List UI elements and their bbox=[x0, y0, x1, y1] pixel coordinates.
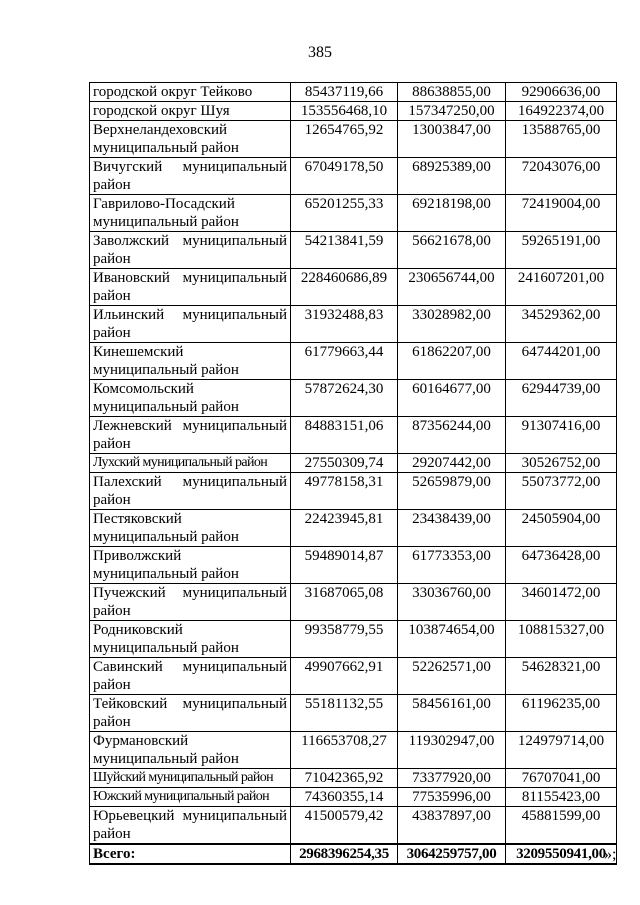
total-row bbox=[90, 844, 617, 864]
value-year-1: 228460686,89 bbox=[291, 269, 398, 306]
value-year-1: 27550309,74 bbox=[291, 454, 398, 473]
municipality-name: Приволжский муниципальный район bbox=[90, 547, 291, 584]
value-year-1: 55181132,55 bbox=[291, 695, 398, 732]
municipality-name: Фурмановский муниципальный район bbox=[90, 732, 291, 769]
value-year-3: 13588765,00 bbox=[506, 121, 617, 158]
municipality-name: Комсомольский муниципальный район bbox=[90, 380, 291, 417]
value-year-2: 157347250,00 bbox=[398, 102, 506, 121]
municipality-name: Ильинский муниципальный район bbox=[90, 306, 291, 343]
value-year-1: 116653708,27 bbox=[291, 732, 398, 769]
value-year-3: 24505904,00 bbox=[506, 510, 617, 547]
budget-table-body bbox=[90, 83, 617, 865]
table-row bbox=[90, 584, 617, 621]
value-year-3: 92906636,00 bbox=[506, 83, 617, 102]
municipality-name: Верхнеландеховский муниципальный район bbox=[90, 121, 291, 158]
value-year-3: 72419004,00 bbox=[506, 195, 617, 232]
page-number: 385 bbox=[308, 44, 332, 61]
value-year-1: 84883151,06 bbox=[291, 417, 398, 454]
value-year-3: 34529362,00 bbox=[506, 306, 617, 343]
value-year-3: 62944739,00 bbox=[506, 380, 617, 417]
value-year-3: 34601472,00 bbox=[506, 584, 617, 621]
value-year-3: 76707041,00 bbox=[506, 769, 617, 788]
value-year-2: 58456161,00 bbox=[398, 695, 506, 732]
table-row bbox=[90, 195, 617, 232]
municipality-name: Родниковский муниципальный район bbox=[90, 621, 291, 658]
table-row bbox=[90, 343, 617, 380]
value-year-3: 124979714,00 bbox=[506, 732, 617, 769]
value-year-1: 49778158,31 bbox=[291, 473, 398, 510]
value-year-3: 64736428,00 bbox=[506, 547, 617, 584]
value-year-2: 69218198,00 bbox=[398, 195, 506, 232]
value-year-1: 49907662,91 bbox=[291, 658, 398, 695]
table-row bbox=[90, 788, 617, 807]
total-label: Всего: bbox=[90, 844, 291, 864]
municipality-name: Кинешемский муниципальный район bbox=[90, 343, 291, 380]
value-year-1: 57872624,30 bbox=[291, 380, 398, 417]
value-year-2: 230656744,00 bbox=[398, 269, 506, 306]
value-year-1: 12654765,92 bbox=[291, 121, 398, 158]
value-year-3: 55073772,00 bbox=[506, 473, 617, 510]
municipality-name: Тейковский муниципальный район bbox=[90, 695, 291, 732]
value-year-2: 61773353,00 bbox=[398, 547, 506, 584]
value-year-2: 61862207,00 bbox=[398, 343, 506, 380]
value-year-2: 77535996,00 bbox=[398, 788, 506, 807]
value-year-3: 64744201,00 bbox=[506, 343, 617, 380]
total-year-1: 2968396254,35 bbox=[291, 844, 398, 864]
value-year-3: 30526752,00 bbox=[506, 454, 617, 473]
table-row bbox=[90, 269, 617, 306]
value-year-1: 31687065,08 bbox=[291, 584, 398, 621]
value-year-1: 153556468,10 bbox=[291, 102, 398, 121]
municipality-name: Савинский муниципальный район bbox=[90, 658, 291, 695]
table-row bbox=[90, 695, 617, 732]
table-row bbox=[90, 83, 617, 102]
value-year-2: 56621678,00 bbox=[398, 232, 506, 269]
value-year-3: 61196235,00 bbox=[506, 695, 617, 732]
value-year-2: 87356244,00 bbox=[398, 417, 506, 454]
table-row bbox=[90, 417, 617, 454]
value-year-3: 81155423,00 bbox=[506, 788, 617, 807]
value-year-1: 59489014,87 bbox=[291, 547, 398, 584]
value-year-3: 45881599,00 bbox=[506, 807, 617, 845]
value-year-1: 85437119,66 bbox=[291, 83, 398, 102]
table-row bbox=[90, 621, 617, 658]
table-row bbox=[90, 547, 617, 584]
value-year-2: 88638855,00 bbox=[398, 83, 506, 102]
total-year-3: 3209550941,00 bbox=[506, 844, 617, 864]
table-row bbox=[90, 769, 617, 788]
municipality-name: Гаврилово-Посадский муниципальный район bbox=[90, 195, 291, 232]
table-row bbox=[90, 102, 617, 121]
value-year-1: 71042365,92 bbox=[291, 769, 398, 788]
municipality-name: городской округ Шуя bbox=[90, 102, 291, 121]
value-year-3: 164922374,00 bbox=[506, 102, 617, 121]
value-year-3: 241607201,00 bbox=[506, 269, 617, 306]
value-year-2: 103874654,00 bbox=[398, 621, 506, 658]
closing-quote-mark: »; bbox=[604, 846, 617, 863]
value-year-2: 52262571,00 bbox=[398, 658, 506, 695]
municipality-name: Юрьевецкий муниципальный район bbox=[90, 807, 291, 845]
municipality-name: Заволжский муниципальный район bbox=[90, 232, 291, 269]
value-year-2: 29207442,00 bbox=[398, 454, 506, 473]
table-row bbox=[90, 454, 617, 473]
value-year-2: 119302947,00 bbox=[398, 732, 506, 769]
municipality-name: городской округ Тейково bbox=[90, 83, 291, 102]
table-row bbox=[90, 658, 617, 695]
municipality-name: Лухский муниципальный район bbox=[90, 454, 291, 473]
value-year-2: 13003847,00 bbox=[398, 121, 506, 158]
municipality-name: Вичугский муниципальный район bbox=[90, 158, 291, 195]
value-year-3: 108815327,00 bbox=[506, 621, 617, 658]
value-year-2: 68925389,00 bbox=[398, 158, 506, 195]
value-year-2: 60164677,00 bbox=[398, 380, 506, 417]
value-year-2: 33028982,00 bbox=[398, 306, 506, 343]
municipality-name: Южский муниципальный район bbox=[90, 788, 291, 807]
table-row bbox=[90, 473, 617, 510]
value-year-2: 23438439,00 bbox=[398, 510, 506, 547]
municipality-name: Шуйский муниципальный район bbox=[90, 769, 291, 788]
table-row bbox=[90, 380, 617, 417]
value-year-1: 31932488,83 bbox=[291, 306, 398, 343]
municipality-name: Пестяковский муниципальный район bbox=[90, 510, 291, 547]
value-year-1: 22423945,81 bbox=[291, 510, 398, 547]
municipality-name: Лежневский муниципальный район bbox=[90, 417, 291, 454]
table-row bbox=[90, 306, 617, 343]
municipality-name: Пучежский муниципальный район bbox=[90, 584, 291, 621]
value-year-1: 54213841,59 bbox=[291, 232, 398, 269]
value-year-2: 73377920,00 bbox=[398, 769, 506, 788]
value-year-1: 67049178,50 bbox=[291, 158, 398, 195]
table-row bbox=[90, 510, 617, 547]
value-year-3: 91307416,00 bbox=[506, 417, 617, 454]
municipality-name: Ивановский муниципальный район bbox=[90, 269, 291, 306]
table-row bbox=[90, 732, 617, 769]
value-year-3: 72043076,00 bbox=[506, 158, 617, 195]
value-year-1: 74360355,14 bbox=[291, 788, 398, 807]
value-year-2: 43837897,00 bbox=[398, 807, 506, 845]
budget-table bbox=[89, 82, 617, 865]
value-year-1: 61779663,44 bbox=[291, 343, 398, 380]
value-year-1: 99358779,55 bbox=[291, 621, 398, 658]
total-year-2: 3064259757,00 bbox=[398, 844, 506, 864]
value-year-1: 65201255,33 bbox=[291, 195, 398, 232]
table-row bbox=[90, 232, 617, 269]
value-year-2: 52659879,00 bbox=[398, 473, 506, 510]
table-row bbox=[90, 121, 617, 158]
value-year-3: 54628321,00 bbox=[506, 658, 617, 695]
value-year-3: 59265191,00 bbox=[506, 232, 617, 269]
table-row bbox=[90, 807, 617, 845]
value-year-1: 41500579,42 bbox=[291, 807, 398, 845]
table-row bbox=[90, 158, 617, 195]
municipality-name: Палехский муниципальный район bbox=[90, 473, 291, 510]
value-year-2: 33036760,00 bbox=[398, 584, 506, 621]
